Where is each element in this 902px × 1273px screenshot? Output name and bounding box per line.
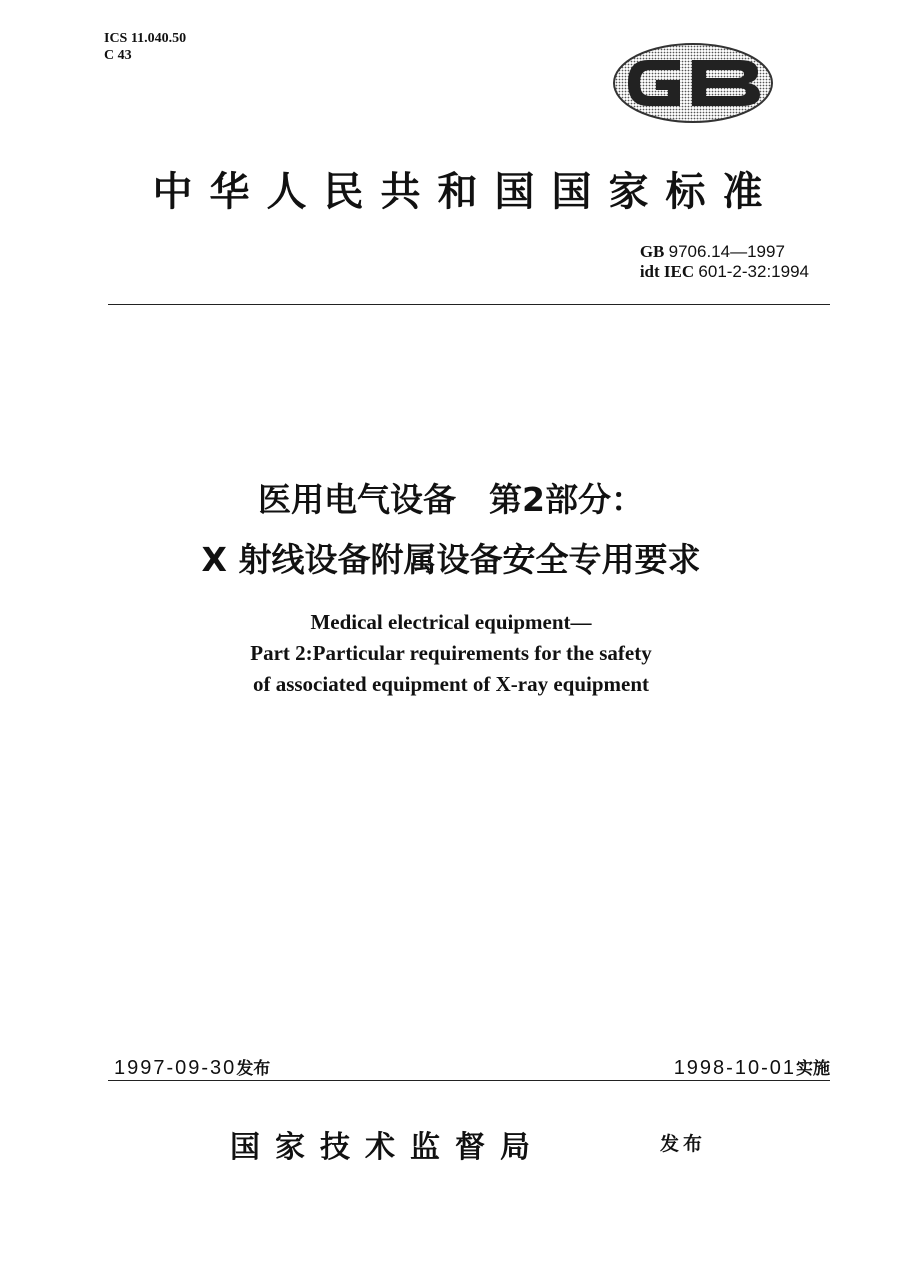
gb-number: 9706.14—1997 [668, 242, 785, 261]
chinese-title-line-2: X 射线设备附属设备安全专用要求 [201, 540, 701, 579]
gb-number-line [640, 242, 809, 262]
idt-number: 601-2-32:1994 [698, 262, 809, 281]
standard-category-title: 中华人民共和国国家标准 [152, 168, 780, 215]
gb-logo [612, 42, 774, 124]
english-title-line-1: Medical electrical equipment— [310, 610, 592, 634]
effective-date: 1998-10-01 [673, 1057, 796, 1079]
issue-date-block [114, 1054, 270, 1080]
issue-date: 1997-09-30 [114, 1057, 237, 1079]
footer-divider [108, 1080, 830, 1081]
english-title-line-2: Part 2:Particular requirements for the safety [250, 641, 652, 665]
standard-numbers [640, 242, 809, 282]
ics-code: ICS 11.040.50 [104, 31, 187, 46]
gb-prefix: GB [639, 242, 665, 261]
english-title-line-3: of associated equipment of X-ray equipment [252, 672, 650, 696]
issuing-action: 发布 [660, 1133, 707, 1155]
effective-date-block [674, 1054, 830, 1080]
idt-prefix: idt IEC [639, 262, 695, 281]
header-divider [108, 304, 830, 305]
chinese-title-line-1: 医用电气设备 第2部分： [258, 480, 644, 519]
issue-label: 发布 [236, 1059, 271, 1079]
effective-label: 实施 [796, 1059, 830, 1079]
classification-codes [104, 30, 186, 64]
issuing-authority: 国家技术监督局 [230, 1130, 545, 1165]
idt-number-line [640, 262, 809, 282]
ccs-code: C 43 [104, 48, 132, 63]
